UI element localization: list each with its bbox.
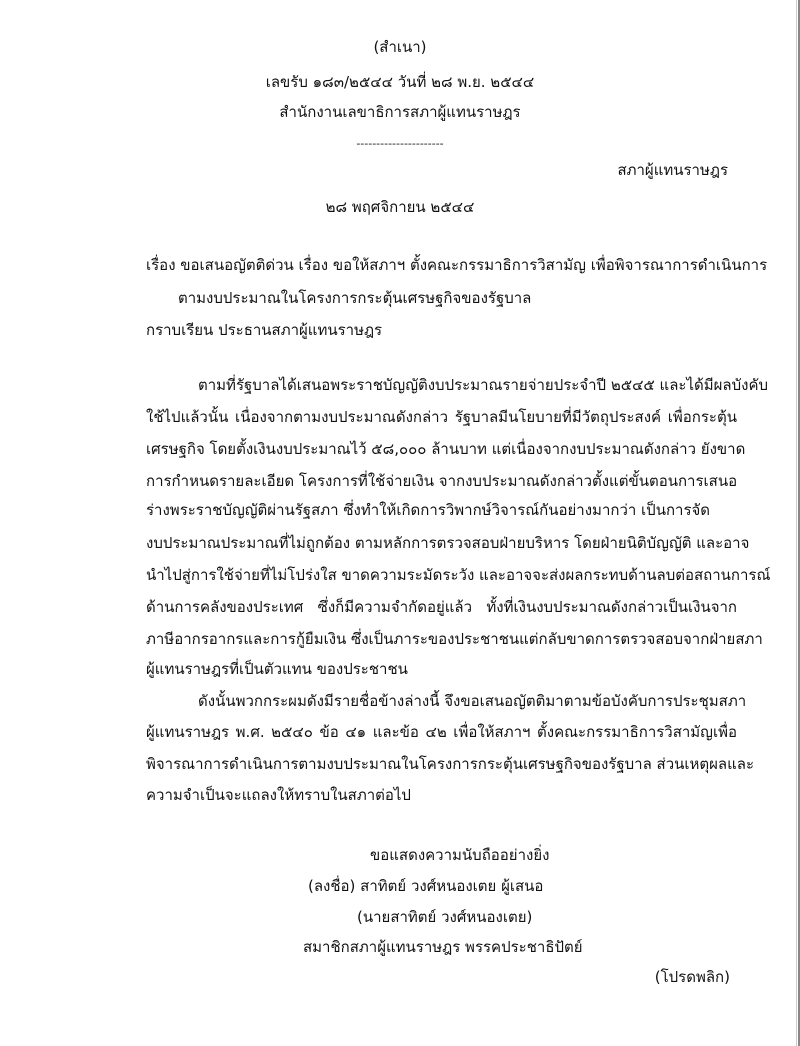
paragraph-1-line: ด้านการคลังของประเทศ ซึ่งก็มีความจำกัดอยู่แล้ว ทั้งที่เงินงบประมาณดังกล่าวเป็นเงินจาก (146, 598, 737, 616)
letter-place: สภาผู้แทนราษฎร (617, 161, 728, 179)
paragraph-1-line: ภาษีอากรอากรและการกู้ยืมเงิน ซึ่งเป็นภาระของประชาชนแต่กลับขาดการตรวจสอบจากฝ่ายสภา (146, 630, 763, 648)
signer-name: (นายสาทิตย์ วงศ์หนองเตย) (357, 908, 533, 926)
paragraph-1-line: ใช้ไปแล้วนั้น เนื่องจากตามงบประมาณดังกล่าว รัฐบาลมีนโยบายที่มีวัตถุประสงค์ เพื่อกระตุ้น (146, 408, 737, 426)
receipt-line: เลขรับ ๑๘๓/๒๕๔๔ วันที่ ๒๘ พ.ย. ๒๕๔๔ (265, 73, 535, 91)
closing-regards: ขอแสดงความนับถืออย่างยิ่ง (370, 846, 550, 864)
paragraph-1-line: งบประมาณประมาณที่ไม่ถูกต้อง ตามหลักการตรวจสอบฝ่ายบริหาร โดยฝ่ายนิติบัญญัติ และอาจ (146, 534, 750, 552)
scan-edge-shadow (796, 0, 797, 1046)
paragraph-2-line: ความจำเป็นจะแถลงให้ทราบในสภาต่อไป (146, 786, 411, 804)
paragraph-2-line: ดังนั้นพวกกระผมดังมีรายชื่อข้างล่างนี้ จึงขอเสนอญัตติมาตามข้อบังคับการประชุมสภา (198, 692, 747, 710)
subject-line-1: เรื่อง ขอเสนอญัตติด่วน เรื่อง ขอให้สภาฯ ตั้งคณะกรรมาธิการวิสามัญ เพื่อพิจารณาการดำเนินการ (146, 256, 768, 274)
copy-mark: (สำเนา) (373, 38, 427, 56)
salutation: กราบเรียน ประธานสภาผู้แทนราษฎร (146, 321, 383, 339)
paragraph-1-line: ผู้แทนราษฎรที่เป็นตัวแทน ของประชาชน (146, 660, 408, 678)
paragraph-1-line: การกำหนดรายละเอียด โครงการที่ใช้จ่ายเงิน จากงบประมาณดังกล่าวตั้งแต่ขั้นตอนการเสนอ (146, 472, 738, 490)
paragraph-2-line: ผู้แทนราษฎร พ.ศ. ๒๕๔๐ ข้อ ๔๑ และข้อ ๔๒ เพื่อให้สภาฯ ตั้งคณะกรรมาธิการวิสามัญเพื่อ (146, 723, 737, 741)
header-divider: ---------------------- (356, 137, 444, 150)
paragraph-1-line: เศรษฐกิจ โดยตั้งเงินงบประมาณไว้ ๕๘,๐๐๐ ล้านบาท แต่เนื่องจากงบประมาณดังกล่าว ยังขาด (146, 440, 746, 458)
office-name: สำนักงานเลขาธิการสภาผู้แทนราษฎร (279, 103, 521, 121)
letter-date: ๒๘ พฤศจิกายน ๒๕๔๔ (325, 198, 475, 216)
signature-line: (ลงชื่อ) สาทิตย์ วงศ์หนองเตย ผู้เสนอ (308, 877, 544, 895)
subject-line-2: ตามงบประมาณในโครงการกระตุ้นเศรษฐกิจของรัฐบาล (178, 289, 532, 307)
paragraph-1-line: ตามที่รัฐบาลได้เสนอพระราชบัญญัติงบประมาณรายจ่ายประจำปี ๒๕๔๕ และได้มีผลบังคับ (198, 376, 769, 394)
paragraph-1-line: ร่างพระราชบัญญัติผ่านรัฐสภา ซึ่งทำให้เกิดการวิพากษ์วิจารณ์กันอย่างมากว่า เป็นการจัด (146, 501, 711, 519)
paragraph-2-line: พิจารณาการดำเนินการตามงบประมาณในโครงการกระตุ้นเศรษฐกิจของรัฐบาล ส่วนเหตุผลและ (146, 755, 755, 773)
signer-position: สมาชิกสภาผู้แทนราษฎร พรรคประชาธิปัตย์ (303, 938, 583, 956)
turn-over-note: (โปรดพลิก) (654, 968, 730, 986)
paragraph-1-line: นำไปสู่การใช้จ่ายที่ไม่โปร่งใส ขาดความระมัดระวัง และอาจจะส่งผลกระทบด้านลบต่อสถานการณ์ (146, 566, 771, 584)
